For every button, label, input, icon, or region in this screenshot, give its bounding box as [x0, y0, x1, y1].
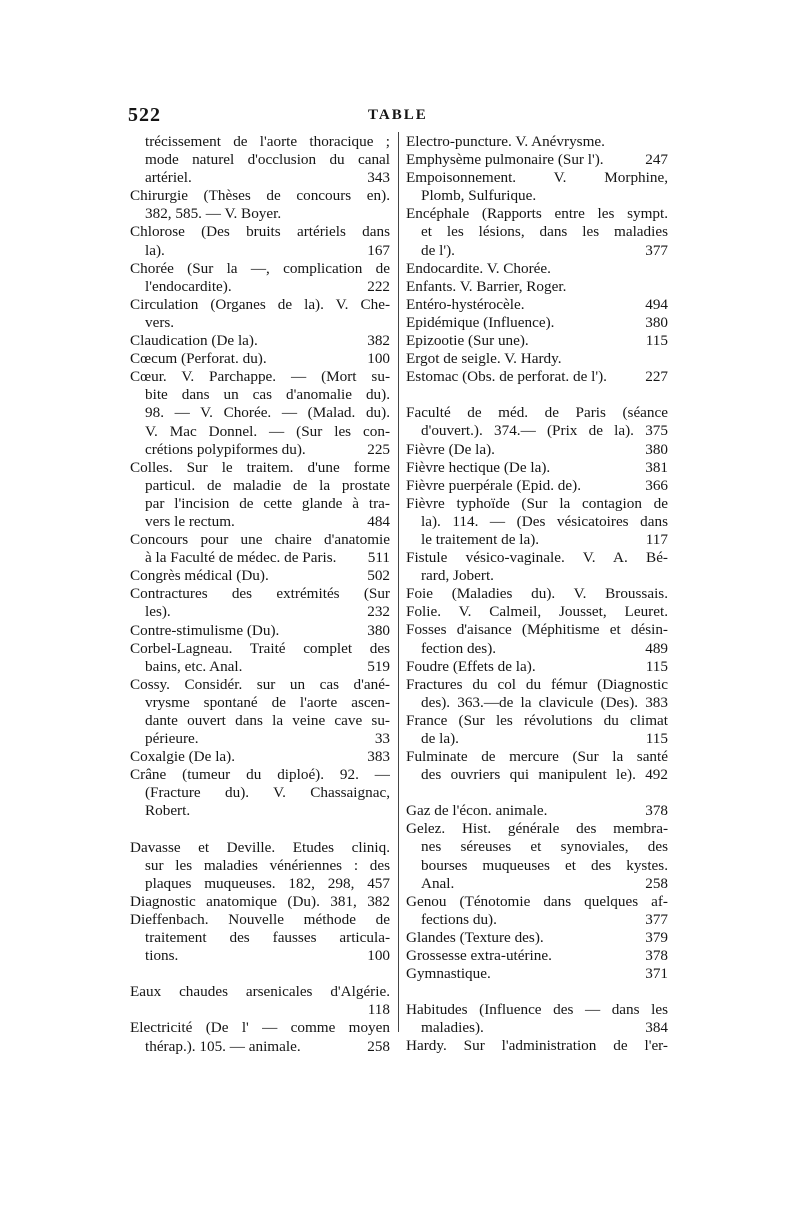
index-entry — [130, 567, 390, 585]
index-entry — [406, 477, 668, 495]
index-line — [406, 567, 668, 585]
index-line — [406, 477, 668, 495]
index-line — [406, 278, 668, 296]
index-line — [406, 205, 668, 223]
entry-text: Dieffenbach. Nouvelle méthode de — [130, 910, 390, 928]
entry-text: de la). — [421, 730, 459, 747]
entry-text: nes séreuses et synoviales, des — [421, 838, 668, 856]
index-line — [130, 549, 390, 567]
page-reference: 380 — [367, 621, 390, 639]
index-line — [130, 477, 390, 495]
entry-text: Endocardite. V. Chorée. — [406, 259, 551, 277]
page-reference: 258 — [645, 874, 668, 892]
index-line — [130, 603, 390, 621]
entry-text: Cœur. V. Parchappe. — (Mort su- — [130, 368, 390, 386]
entry-text: fection des). — [421, 639, 497, 657]
page-reference: 167 — [367, 241, 390, 259]
index-line — [130, 694, 390, 712]
entry-text: Robert. — [145, 802, 191, 820]
index-line — [130, 893, 390, 911]
entry-text: Cossy. Considér. sur un cas d'ané- — [130, 675, 390, 693]
index-line — [406, 712, 668, 730]
index-entry — [406, 802, 668, 820]
index-line — [130, 622, 390, 640]
page-reference: 366 — [645, 476, 668, 494]
index-line — [406, 260, 668, 278]
entry-text: Fièvre (De la). — [406, 440, 495, 458]
entry-text: Contractures des extrémités (Sur — [130, 585, 390, 603]
page-number: 522 — [128, 104, 161, 126]
index-line — [130, 441, 390, 459]
index-entry — [130, 911, 390, 965]
index-entry — [130, 1019, 390, 1055]
entry-text: tions. — [145, 947, 179, 965]
entry-text: Estomac (Obs. de perforat. de l'). — [406, 368, 607, 386]
index-line — [130, 242, 390, 260]
index-line — [406, 350, 668, 368]
index-line — [130, 585, 390, 603]
section-gap — [406, 983, 668, 1001]
entry-text: Concours pour une chaire d'anatomie — [130, 531, 390, 549]
index-line — [406, 911, 668, 929]
index-entry — [406, 603, 668, 621]
index-entry — [130, 133, 390, 187]
index-entry — [406, 314, 668, 332]
page-reference: 378 — [645, 802, 668, 820]
entry-text: Epizootie (Sur une). — [406, 332, 529, 350]
index-line — [130, 296, 390, 314]
entry-text: Diagnostic anatomique (Du). 381, 382 — [130, 892, 390, 910]
index-entry — [406, 205, 668, 259]
index-line — [406, 223, 668, 241]
entry-text: Corbel-Lagneau. Traité complet des — [130, 639, 390, 657]
index-entry — [406, 1001, 668, 1037]
entry-text: Emphysème pulmonaire (Sur l'). — [406, 151, 604, 169]
index-line — [130, 531, 390, 549]
index-line — [130, 730, 390, 748]
page-reference: 381 — [645, 458, 668, 476]
entry-text: Coxalgie (De la). — [130, 748, 236, 766]
index-line — [130, 748, 390, 766]
index-line — [406, 314, 668, 332]
index-entry — [130, 368, 390, 458]
entry-text: maladies). — [421, 1019, 484, 1037]
index-line — [406, 965, 668, 983]
index-line — [406, 947, 668, 965]
entry-text: Plomb, Sulfurique. — [421, 187, 537, 205]
entry-text: des ouvriers qui manipulent le). 492 — [421, 766, 668, 784]
entry-text: bite dans un cas d'anomalie du). — [145, 386, 390, 404]
index-line — [406, 1001, 668, 1019]
index-line — [130, 423, 390, 441]
entry-text: et les lésions, dans les maladies — [421, 223, 668, 241]
index-line — [130, 187, 390, 205]
index-line — [130, 802, 390, 820]
page-reference: 115 — [645, 657, 668, 675]
entry-text: de l'). — [421, 241, 455, 259]
index-entry — [406, 929, 668, 947]
page-reference: 519 — [367, 657, 390, 675]
entry-text: Cœcum (Perforat. du). — [130, 350, 267, 368]
page-reference: 232 — [367, 603, 390, 621]
index-line — [130, 929, 390, 947]
index-entry — [130, 893, 390, 911]
index-line — [406, 585, 668, 603]
index-entry — [406, 441, 668, 459]
index-line — [130, 875, 390, 893]
index-entry — [406, 350, 668, 368]
index-line — [130, 712, 390, 730]
entry-text: Electricité (De l' — comme moyen — [130, 1019, 390, 1037]
page-reference: 380 — [645, 440, 668, 458]
entry-text: Gymnastique. — [406, 965, 491, 983]
index-line — [130, 386, 390, 404]
index-line — [406, 242, 668, 260]
page-reference: 115 — [645, 332, 668, 350]
index-entry — [130, 748, 390, 766]
page-reference: 502 — [367, 567, 390, 585]
index-column-left — [130, 133, 390, 1056]
index-entry — [406, 404, 668, 440]
index-line — [406, 748, 668, 766]
index-entry — [130, 839, 390, 893]
entry-text: 98. — V. Chorée. — (Malad. du). — [145, 404, 390, 422]
index-line — [130, 495, 390, 513]
index-line — [406, 820, 668, 838]
index-entry — [406, 495, 668, 549]
entry-text: Hardy. Sur l'administration de l'er- — [406, 1037, 668, 1055]
index-line — [406, 929, 668, 947]
page-reference: 511 — [367, 549, 390, 567]
entry-text: Fièvre hectique (De la). — [406, 458, 551, 476]
entry-text: Enfants. V. Barrier, Roger. — [406, 277, 567, 295]
index-line — [406, 640, 668, 658]
index-line — [130, 350, 390, 368]
page-reference: 100 — [367, 947, 390, 965]
index-line — [406, 603, 668, 621]
page-reference: 225 — [367, 440, 390, 458]
entry-text: Folie. V. Calmeil, Jousset, Leuret. — [406, 603, 668, 621]
index-line — [406, 730, 668, 748]
entry-text: Electro-puncture. V. Anévrysme. — [406, 133, 605, 150]
entry-text: la). 114. — (Des vésicatoires dans — [421, 512, 668, 530]
section-gap — [406, 784, 668, 802]
index-line — [130, 459, 390, 477]
entry-text: Habitudes (Influence des — dans les — [406, 1001, 668, 1019]
entry-text: Chorée (Sur la —, complication de — [130, 259, 390, 277]
page-reference: 377 — [645, 910, 668, 928]
index-entry — [130, 676, 390, 748]
index-entry — [130, 459, 390, 531]
entry-text: Fièvre puerpérale (Epid. de). — [406, 476, 581, 494]
page-reference: 377 — [645, 241, 668, 259]
page-reference: 100 — [367, 350, 390, 368]
entry-text: Genou (Ténotomie dans quelques af- — [406, 892, 668, 910]
entry-text: Colles. Sur le traitem. d'une forme — [130, 458, 390, 476]
page-reference: 379 — [645, 928, 668, 946]
entry-text: Faculté de méd. de Paris (séance — [406, 404, 668, 422]
entry-text: artériel. — [145, 169, 192, 187]
index-line — [406, 658, 668, 676]
index-line — [130, 839, 390, 857]
index-entry — [406, 585, 668, 603]
index-entry — [406, 1037, 668, 1055]
index-line — [130, 133, 390, 151]
page-reference: 384 — [645, 1019, 668, 1037]
index-entry — [406, 368, 668, 386]
entry-text: par l'incision de cette glande à tra- — [145, 494, 390, 512]
index-column-right — [406, 133, 668, 1056]
entry-text: Encéphale (Rapports entre les sympt. — [406, 205, 668, 223]
index-entry — [406, 621, 668, 657]
entry-text: sur les maladies vénériennes : des — [145, 856, 390, 874]
entry-text: vers. — [145, 313, 175, 331]
index-line — [406, 404, 668, 422]
entry-text: Chirurgie (Thèses de concours en). — [130, 187, 390, 205]
entry-text: particul. de maladie de la prostate — [145, 476, 390, 494]
index-entry — [406, 820, 668, 892]
index-line — [130, 640, 390, 658]
index-line — [130, 151, 390, 169]
page-reference: 118 — [367, 1001, 390, 1019]
index-line — [406, 495, 668, 513]
index-entry — [130, 766, 390, 820]
page-reference: 227 — [645, 368, 668, 386]
index-line — [406, 531, 668, 549]
index-line — [130, 205, 390, 223]
page-reference: 247 — [645, 151, 668, 169]
page-reference: 343 — [367, 169, 390, 187]
entry-text: les). — [145, 603, 171, 621]
index-line — [406, 838, 668, 856]
index-entry — [406, 332, 668, 350]
page-reference: 371 — [645, 965, 668, 983]
entry-text: Claudication (De la). — [130, 332, 258, 350]
entry-text: Circulation (Organes de la). V. Che- — [130, 295, 390, 313]
index-line — [130, 1001, 390, 1019]
index-line — [130, 857, 390, 875]
index-line — [406, 857, 668, 875]
entry-text: France (Sur les révolutions du climat — [406, 711, 668, 729]
entry-text: Fractures du col du fémur (Diagnostic — [406, 675, 668, 693]
index-entry — [130, 640, 390, 676]
index-entry — [130, 983, 390, 1019]
index-line — [130, 278, 390, 296]
page-reference: 380 — [645, 313, 668, 331]
entry-text: périeure. — [145, 730, 199, 748]
index-line — [406, 875, 668, 893]
index-entry — [130, 350, 390, 368]
entry-text: mode naturel d'occlusion du canal — [145, 151, 390, 169]
page-reference: 33 — [374, 730, 390, 748]
index-line — [130, 766, 390, 784]
index-entry — [130, 332, 390, 350]
index-line — [406, 1037, 668, 1055]
column-divider — [398, 132, 399, 1032]
entry-text: Fistule vésico-vaginale. V. A. Bé- — [406, 549, 668, 567]
entry-text: thérap.). 105. — animale. — [145, 1037, 301, 1055]
index-entry — [406, 965, 668, 983]
index-line — [130, 947, 390, 965]
entry-text: (Fracture du). V. Chassaignac, — [145, 784, 390, 802]
index-line — [406, 332, 668, 350]
entry-text: d'ouvert.). 374.— (Prix de la). 375 — [421, 422, 668, 440]
index-line — [130, 368, 390, 386]
entry-text: des). 363.—de la clavicule (Des). 383 — [421, 693, 668, 711]
page-reference: 258 — [367, 1037, 390, 1055]
index-line — [406, 676, 668, 694]
entry-text: vrysme spontané de l'aorte ascen- — [145, 693, 390, 711]
section-gap — [130, 821, 390, 839]
entry-text: la). — [145, 241, 165, 259]
index-entry — [406, 151, 668, 169]
running-title: TABLE — [368, 107, 428, 123]
page-reference: 117 — [645, 530, 668, 548]
index-line — [130, 567, 390, 585]
index-line — [130, 513, 390, 531]
entry-text: Anal. — [421, 874, 455, 892]
entry-text: plaques muqueuses. 182, 298, 457 — [145, 874, 390, 892]
index-entry — [406, 712, 668, 748]
entry-text: Foie (Maladies du). V. Broussais. — [406, 585, 668, 603]
index-line — [406, 187, 668, 205]
entry-text: trécissement de l'aorte thoracique ; — [145, 133, 390, 150]
page-reference: 382 — [367, 332, 390, 350]
index-entry — [406, 748, 668, 784]
entry-text — [130, 1001, 360, 1019]
index-entry — [406, 947, 668, 965]
index-line — [130, 784, 390, 802]
index-line — [406, 621, 668, 639]
index-entry — [130, 260, 390, 296]
index-line — [130, 983, 390, 1001]
index-line — [130, 911, 390, 929]
entry-text: le traitement de la). — [421, 530, 540, 548]
index-line — [406, 169, 668, 187]
entry-text: V. Mac Donnel. — (Sur les con- — [145, 422, 390, 440]
entry-text: Ergot de seigle. V. Hardy. — [406, 350, 562, 368]
entry-text: bains, etc. Anal. — [145, 657, 243, 675]
index-line — [130, 658, 390, 676]
entry-text: dante ouvert dans la veine cave su- — [145, 712, 390, 729]
entry-text: Davasse et Deville. Etudes cliniq. — [130, 838, 390, 856]
index-line — [406, 133, 668, 151]
index-line — [130, 260, 390, 278]
index-entry — [130, 585, 390, 621]
index-entry — [406, 296, 668, 314]
entry-text: Eaux chaudes arsenicales d'Algérie. — [130, 983, 390, 1001]
index-line — [130, 169, 390, 187]
entry-text: traitement des fausses articula- — [145, 929, 390, 947]
index-entry — [406, 676, 668, 712]
index-line — [130, 314, 390, 332]
index-entry — [406, 260, 668, 278]
index-line — [130, 223, 390, 241]
entry-text: Fièvre typhoïde (Sur la contagion de — [406, 494, 668, 512]
entry-text: rard, Jobert. — [421, 567, 494, 585]
index-line — [406, 151, 668, 169]
page-reference: 222 — [367, 277, 390, 295]
index-entry — [406, 278, 668, 296]
index-line — [406, 296, 668, 314]
entry-text: Contre-stimulisme (Du). — [130, 621, 280, 639]
page-reference: 494 — [645, 295, 668, 313]
index-line — [406, 459, 668, 477]
index-line — [406, 802, 668, 820]
entry-text: Grossesse extra-utérine. — [406, 947, 552, 965]
entry-text: Foudre (Effets de la). — [406, 657, 536, 675]
index-entry — [406, 549, 668, 585]
index-entry — [130, 622, 390, 640]
index-line — [130, 1038, 390, 1056]
index-entry — [130, 296, 390, 332]
entry-text: Fulminate de mercure (Sur la santé — [406, 748, 668, 766]
section-gap — [130, 965, 390, 983]
index-line — [130, 404, 390, 422]
entry-text: Congrès médical (Du). — [130, 567, 269, 585]
section-gap — [406, 386, 668, 404]
index-line — [406, 694, 668, 712]
index-line — [406, 422, 668, 440]
index-line — [406, 766, 668, 784]
index-entry — [406, 459, 668, 477]
entry-text: bourses muqueuses et des kystes. — [421, 856, 668, 874]
index-line — [130, 676, 390, 694]
entry-text: Gaz de l'écon. animale. — [406, 802, 548, 820]
page-reference: 378 — [645, 947, 668, 965]
index-line — [406, 549, 668, 567]
page-reference: 484 — [367, 512, 390, 530]
entry-text: l'endocardite). — [145, 277, 232, 295]
index-line — [406, 441, 668, 459]
index-line — [406, 368, 668, 386]
index-entry — [130, 223, 390, 259]
index-line — [406, 513, 668, 531]
entry-text: Crâne (tumeur du diploé). 92. — — [130, 766, 390, 784]
entry-text: Entéro-hystérocèle. — [406, 295, 525, 313]
entry-text: Fosses d'aisance (Méphitisme et désin- — [406, 621, 668, 639]
page-reference: 489 — [645, 639, 668, 657]
entry-text: vers le rectum. — [145, 512, 235, 530]
entry-text: 382, 585. — V. Boyer. — [145, 205, 282, 223]
entry-text: Glandes (Texture des). — [406, 928, 544, 946]
index-entry — [406, 169, 668, 205]
index-entry — [130, 531, 390, 567]
index-entry — [406, 893, 668, 929]
index-line — [406, 1019, 668, 1037]
entry-text: Empoisonnement. V. Morphine, — [406, 169, 668, 187]
page-reference: 115 — [645, 730, 668, 747]
entry-text: Gelez. Hist. générale des membra- — [406, 820, 668, 838]
entry-text: crétions polypiformes du). — [145, 440, 306, 458]
entry-text: Epidémique (Influence). — [406, 313, 555, 331]
index-entry — [406, 658, 668, 676]
entry-text: Chlorose (Des bruits artériels dans — [130, 223, 390, 241]
entry-text: à la Faculté de médec. de Paris. — [145, 549, 337, 567]
index-entry — [406, 133, 668, 151]
index-entry — [130, 187, 390, 223]
index-line — [130, 1019, 390, 1037]
entry-text: fections du). — [421, 910, 497, 928]
index-line — [130, 332, 390, 350]
index-line — [406, 893, 668, 911]
page-reference: 383 — [367, 748, 390, 766]
